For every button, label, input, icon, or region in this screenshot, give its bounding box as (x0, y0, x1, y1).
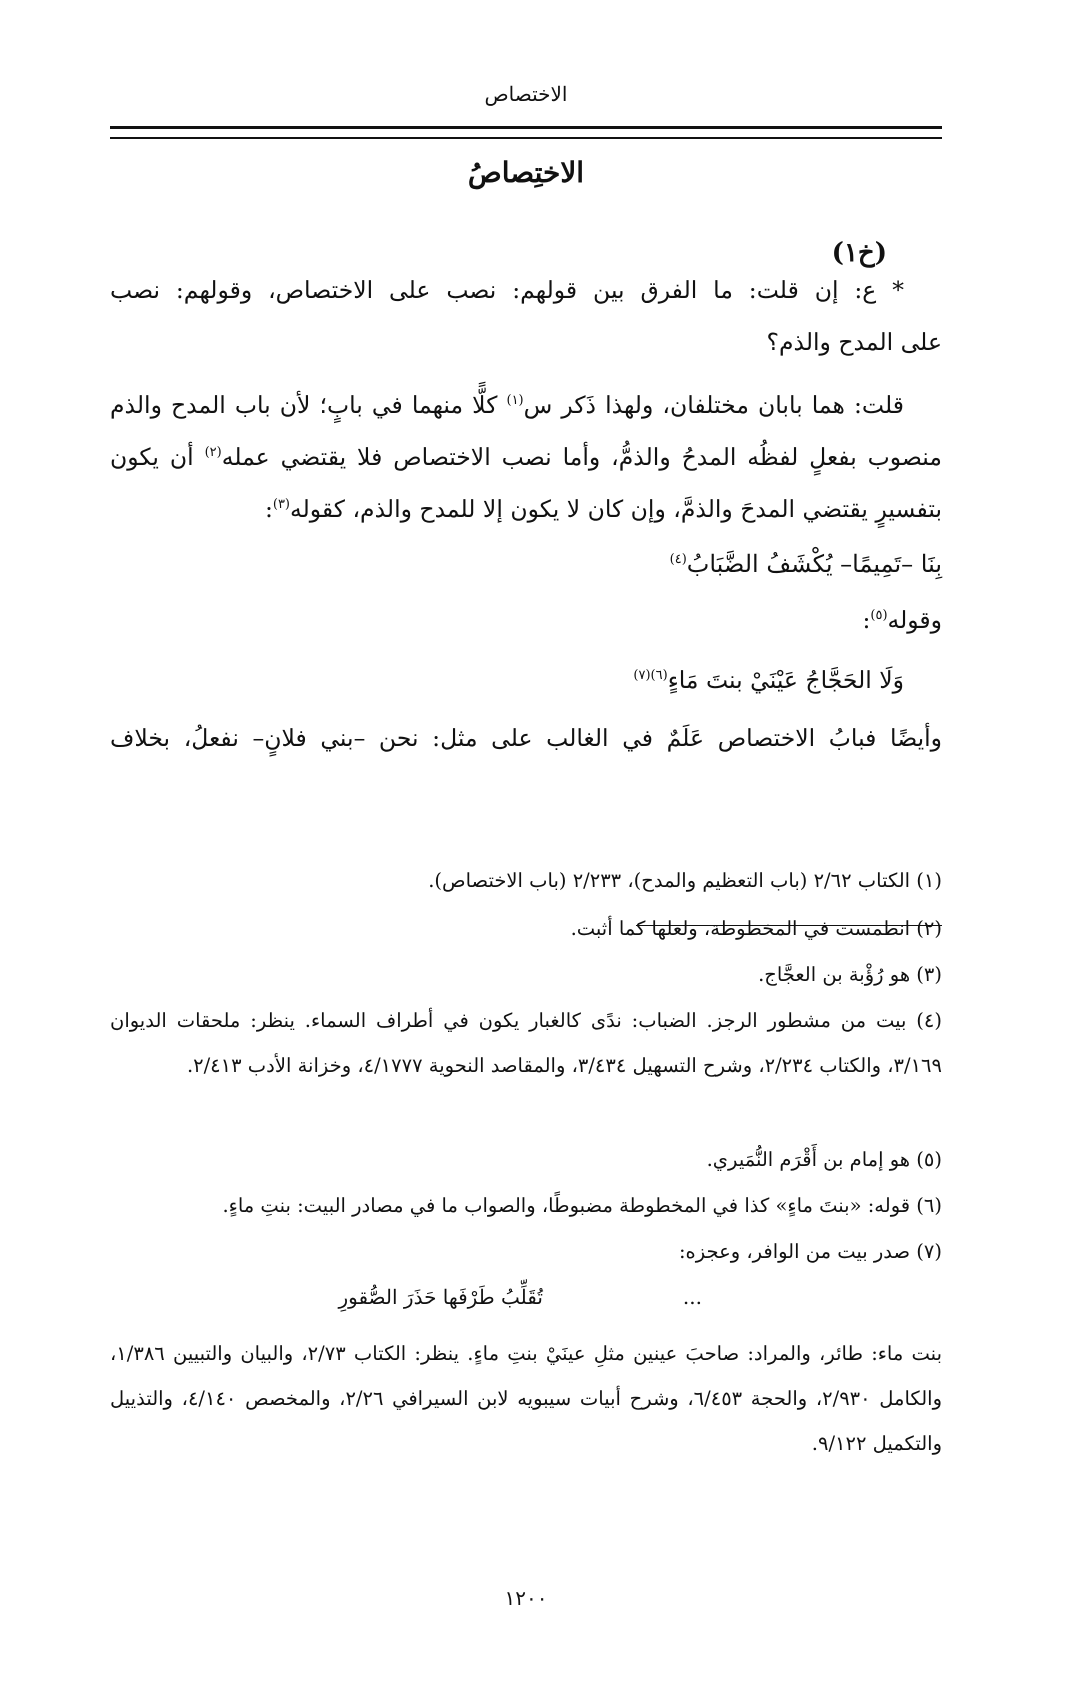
header-rule-thick (110, 126, 942, 129)
paragraph-1-text: ع: إن قلت: ما الفرق بين قولهم: نصب على الاختصاص، وقولهم: نصب (110, 276, 877, 304)
running-header: الاختصاص (484, 82, 568, 106)
footnote-7-verse-line (110, 1275, 942, 1320)
page-number: ١٢٠٠ (504, 1586, 548, 1610)
header-rule-thin (110, 137, 942, 139)
footnote-7: (٧) صدر بيت من الوافر، وعجزه: (678, 1240, 942, 1263)
footnote-7-ellipsis: ... (682, 1285, 702, 1309)
paragraph-1 (110, 264, 942, 368)
p2-part-c: أن يكون بتفسيرٍ يقتضي المدحَ والذمَّ، وإن كان لا يكون إلا للمدح والذم، كقوله (110, 443, 942, 523)
footnote-ref-1: (١) (506, 393, 524, 409)
footnote-1: (١) الكتاب ٢/٦٢ (باب التعظيم والمدح)، ٢/٢٣٣ (باب الاختصاص). (428, 869, 942, 892)
footnote-3: (٣) هو رُؤْبة بن العجَّاج. (758, 963, 942, 986)
paragraph-3 (110, 594, 942, 646)
footnote-ref-3: (٣) (272, 497, 290, 513)
paragraph-1-line-2: على المدح والذم؟ (766, 328, 942, 356)
footnote-7-continuation: بنت ماء: طائر، والمراد: صاحبَ عينين مثلِ عينَيْ بنتِ ماءٍ. ينظر: الكتاب ٢/٧٣، والبيان والتبيين ١/٣٨٦، والكامل ٢/٩٣٠، والحجة ٦/٤٥٣، وشرح أبيات سيبويه لابن السيرافي ٢/٢٦، والمخصص ٤/١٤٠، والتذييل والتكميل ٩/١٢٢. (110, 1342, 942, 1455)
footnote-5: (٥) هو إمام بن أَقْرَم النُّمَيري. (706, 1148, 942, 1171)
paragraph-1-line-1 (110, 264, 942, 316)
verse-1-text: بِنَا –تَمِيمًا– يُكْشَفُ الضَّبَابُ (686, 550, 942, 578)
paragraph-2-text (110, 379, 942, 535)
footnote-ref-6-7: (٦)(٧) (633, 668, 668, 684)
p2-part-a: قلت: هما بابان مختلفان، ولهذا ذَكر س (523, 391, 904, 419)
footnote-2: (٢) انطمست في المخطوطة، ولعلها كما أثبت. (570, 917, 942, 940)
paragraph-2 (110, 379, 942, 535)
star-marker: * (892, 276, 904, 304)
verse-2-text: وَلَا الحَجَّاجُ عَيْنَيْ بنتَ مَاءٍ (667, 666, 904, 694)
footnote-4: (٤) بيت من مشطور الرجز. الضباب: ندًى كالغبار يكون في أطراف السماء. ينظر: ملحقات الديوان ٣/١٦٩، والكتاب ٢/٢٣٤، وشرح التسهيل ٣/٤٣٤، والمقاصد النحوية ٤/١٧٧٧، وخزانة الأدب ٢/٤١٣. (110, 1009, 942, 1077)
section-marker: (خ١) (831, 238, 887, 268)
footnote-7-verse: تُقَلِّبُ طَرْفَها حَذَرَ الصُّقورِ (338, 1285, 543, 1309)
footnote-6: (٦) قوله: «بنتَ ماءٍ» كذا في المخطوطة مضبوطًا، والصواب ما في مصادر البيت: بنتِ ماءٍ. (222, 1194, 942, 1217)
p2-part-d: : (264, 495, 273, 523)
footnote-ref-2: (٢) (204, 445, 222, 461)
verse-1 (110, 538, 942, 590)
footnote-ref-5: (٥) (870, 608, 888, 624)
paragraph-4: وأيضًا فبابُ الاختصاص عَلَمٌ في الغالب على مثل: نحن –بني فلانٍ– نفعلُ، بخلاف (110, 724, 942, 752)
p3-colon: : (862, 606, 871, 634)
p2-part-b: كلًّا منهما في بابٍ؛ لأن باب المدح والذم منصوب بفعلٍ لفظُه المدحُ والذمُّ، وأما نصب الاختصاص فلا يقتضي عمله (110, 391, 942, 471)
section-title: الاختِصاصُ (467, 156, 585, 189)
p3-text: وقوله (887, 606, 942, 634)
verse-2 (110, 654, 942, 706)
footnote-ref-4: (٤) (669, 552, 687, 567)
